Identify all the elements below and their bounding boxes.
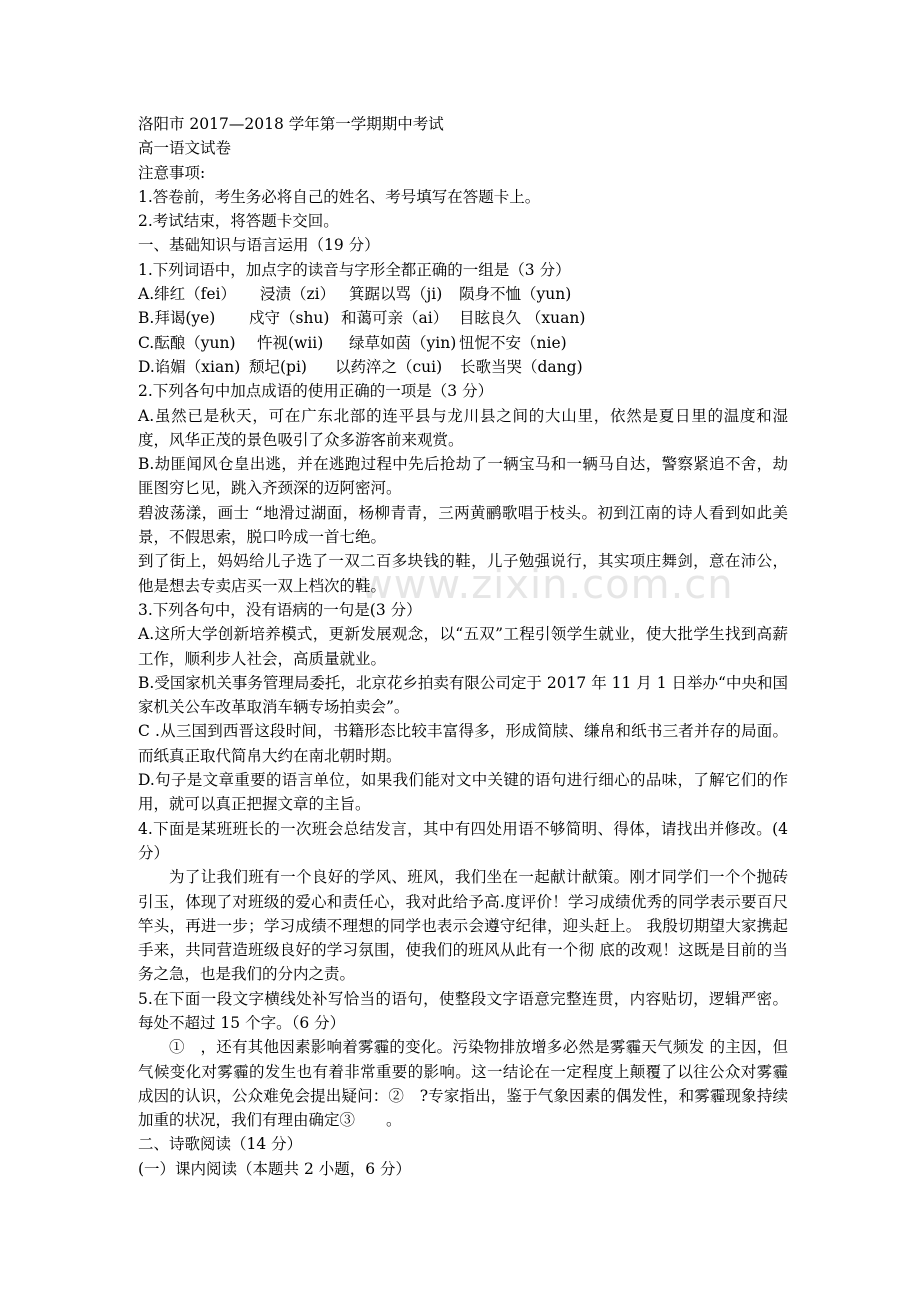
option-item: 浸渍（zi） — [260, 285, 336, 304]
option-item: 颓圮(pi) — [249, 357, 307, 376]
answer-option: A.虽然已是秋天，可在广东北部的连平县与龙川县之间的大山里，依然是夏日里的温度和湿度，风华正茂的景色吸引了众多游客前来观赏。 — [138, 406, 788, 449]
option-item: 忸怩不安（nie) — [459, 333, 567, 352]
option-item: A.绯红（fei） — [138, 285, 236, 304]
exam-subtitle: 高一语文试卷 — [138, 139, 232, 158]
option-item: 绿草如茵（yin) — [349, 333, 457, 352]
passage-text: ① ，还有其他因素影响着雾霾的变化。污染物排放增多必然是雾霾天气频发 的主因，但气候变化对雾霾的发生也有着非常重要的影响。这一结论在一定程度上颠覆了以往公众对雾霾成因的认识，公众难免会提出疑问：② ?专家指出，鉴于气象因素的偶发性，和雾霾现象持续加重的状况，我们有理由确定③ 。 — [138, 1038, 788, 1130]
option-item: 戍守（shu) — [249, 309, 330, 328]
section-heading: 二、诗歌阅读（14 分） — [138, 1135, 303, 1154]
option-row — [138, 282, 788, 306]
option-item: 箕踞以骂（ji) — [349, 285, 443, 304]
answer-option: A.这所大学创新培养模式，更新发展观念，以“五双”工程引领学生就业，使大批学生找到高薪工作，顺利步人社会，高质量就业。 — [138, 625, 788, 668]
answer-option: 到了街上，妈妈给儿子选了一双二百多块钱的鞋，儿子勉强说行，其实项庄舞剑，意在沛公，他是想去专卖店买一双上档次的鞋。 — [138, 552, 788, 595]
question-stem: 4.下面是某班班长的一次班会总结发言，其中有四处用语不够简明、得体，请找出并修改。(4 分） — [138, 819, 788, 862]
option-item: 以药淬之（cui) — [335, 357, 443, 376]
answer-option: D.句子是文章重要的语言单位，如果我们能对文中关键的语句进行细心的品味，了解它们的作用，就可以真正把握文章的主旨。 — [138, 771, 788, 814]
note-item: 2.考试结束，将答题卡交回。 — [138, 212, 339, 231]
question-stem: 1.下列词语中，加点字的读音与字形全都正确的一组是（3 分） — [138, 260, 571, 279]
answer-option: B.受国家机关事务管理局委托，北京花乡拍卖有限公司定于 2017 年 11 月 1 日举办“中央和国家机关公车改革取消车辆专场拍卖会”。 — [138, 673, 788, 717]
question-stem: 5.在下面一段文字横线处补写恰当的语句，使整段文字语意完整连贯，内容贴切，逻辑严密。每处不超过 15 个字。（6 分） — [138, 989, 788, 1032]
option-item: 目眩良久 （xuan) — [459, 309, 586, 328]
answer-option: 碧波荡漾，画士 “地滑过湖面，杨柳青青，三两黄鹂歌唱于枝头。初到江南的诗人看到如此美景，不假思索，脱口吟成一首七绝。 — [138, 503, 788, 547]
option-item: 和蔼可亲（ai） — [341, 309, 449, 328]
section-heading: 一、基础知识与语言运用（19 分） — [138, 236, 380, 255]
note-item: 1.答卷前，考生务必将自己的姓名、考号填写在答题卡上。 — [138, 187, 541, 206]
question-stem: 2.下列各句中加点成语的使用正确的一项是（3 分） — [138, 382, 494, 401]
option-item: D.谄媚（xian) — [138, 357, 241, 376]
exam-page — [138, 112, 788, 1181]
option-item: B.拜谒(ye) — [138, 309, 216, 328]
option-item: 陨身不恤（yun) — [459, 285, 572, 304]
option-item: 长歌当哭（dang) — [460, 357, 583, 376]
option-item: 忤视(wii) — [257, 333, 324, 352]
option-row — [138, 331, 788, 355]
option-row — [138, 355, 788, 379]
passage-text: 为了让我们班有一个良好的学风、班风，我们坐在一起献计献策。刚才同学们一个个抛砖引玉，体现了对班级的爱心和责任心，我对此给予高.度评价！学习成绩优秀的同学表示要百尺竿头，再进一步；学习成绩不理想的同学也表示会遵守纪律，迎头赶上。 我殷切期望大家携起手来，共同营造班级良好的学习氛围，使我们的班风从此有一个彻 底的改观！这既是目前的当务之急，也是我们的分内之责。 — [138, 868, 788, 984]
question-stem: 3.下列各句中，没有语病的一句是(3 分） — [138, 600, 422, 619]
option-item: C.酝酿（yun) — [138, 333, 236, 352]
subsection-heading: (一）课内阅读（本题共 2 小题，6 分） — [138, 1159, 412, 1178]
watermark: www.zixin.com.cn — [360, 562, 734, 608]
notes-heading: 注意事项: — [138, 163, 206, 182]
option-row — [138, 306, 788, 330]
answer-option: B.劫匪闻风仓皇出逃，并在逃跑过程中先后抢劫了一辆宝马和一辆马自达，警察紧追不舍，劫匪图穷匕见，跳入齐颈深的迈阿密河。 — [138, 455, 788, 498]
exam-title: 洛阳市 2017—2018 学年第一学期期中考试 — [138, 115, 444, 133]
answer-option: C .从三国到西晋这段时间，书籍形态比较丰富得多，形成简牍、缣帛和纸书三者并存的局面。而纸真正取代简帛大约在南北朝时期。 — [138, 722, 788, 765]
